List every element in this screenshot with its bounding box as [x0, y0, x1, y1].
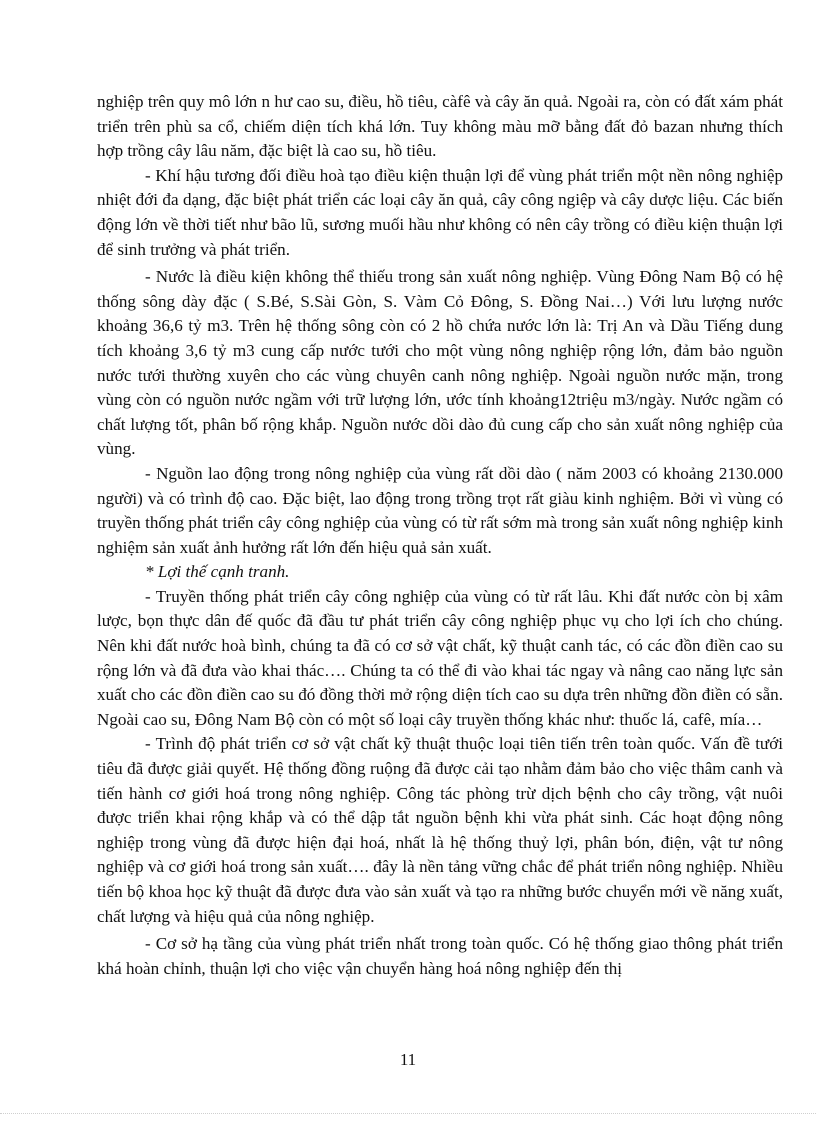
paragraph-tradition: - Truyền thống phát triển cây công nghiệp của vùng có từ rất lâu. Khi đất nước còn bị xâm lược, bọn thực dân đế quốc đã đầu tư phát triển cây công nghiệp phục vụ cho lợi ích cho chúng. Nên khi đất nước hoà bình, chúng ta đã có cơ sở vật chất, kỹ thuật canh tác, có các đồn điền cao su rộng lớn và đã đưa vào khai thác…. Chúng ta có thể đi vào khai tác ngay và nâng cao năng lực sản xuất cho các đồn điền cao su đó đồng thời mở rộng diện tích cao su dựa trên những đồn điền có sẵn. Ngoài cao su, Đông Nam Bộ còn có một số loại cây truyền thống khác như: thuốc lá, cafê, mía… — [97, 586, 783, 729]
paragraph-infrastructure: - Cơ sở hạ tầng của vùng phát triển nhất trong toàn quốc. Có hệ thống giao thông phát triển khá hoàn chỉnh, thuận lợi cho việc vận chuyển hàng hoá nông nghiệp đến thị — [97, 934, 783, 978]
page-bottom-divider — [0, 1113, 816, 1114]
section-heading-competitive-advantage: * Lợi thế cạnh tranh. — [145, 562, 290, 582]
paragraph-climate: - Khí hậu tương đối điều hoà tạo điều kiện thuận lợi để vùng phát triển một nền nông nghiệp nhiệt đới đa dạng, đặc biệt phát triển các loại cây ăn quả, cây công ngiệp và cây dược liệu. Các biến động lớn về thời tiết như bão lũ, sương muối hầu như không có nên cây trồng có điều kiện thuận lợi để sinh trưởng và phát triển. — [97, 165, 783, 259]
paragraph-water: - Nước là điều kiện không thể thiếu trong sản xuất nông nghiệp. Vùng Đông Nam Bộ có hệ thống sông dày đặc ( S.Bé, S.Sài Gòn, S. Vàm Cỏ Đông, S. Đồng Nai…) Với lưu lượng nước khoảng 36,6 tỷ m3. Trên hệ thống sông còn có 2 hồ chứa nước lớn là: Trị An và Dầu Tiếng dung tích khoảng 3,6 tỷ m3 cung cấp nước tưới cho một vùng nông nghiệp rộng lớn, đảm bảo nguồn nước tưới thường xuyên cho các vùng chuyên canh nông nghiệp. Ngoài nguồn nước mặn, trong vùng còn có nguồn nước ngầm với trữ lượng lớn, ước tính khoảng12triệu m3/ngày. Nước ngầm có chất lượng tốt, phân bố rộng khắp. Nguồn nước dồi dào đủ cung cấp cho sản xuất nông nghiệp của vùng. — [97, 267, 783, 459]
paragraph-technical-level: - Trình độ phát triển cơ sở vật chất kỹ thuật thuộc loại tiên tiến trên toàn quốc. Vấn đề tưới tiêu đã được giải quyết. Hệ thống đồng ruộng đã được cải tạo nhằm đảm bảo cho việc thâm canh và tiến hành cơ giới hoá trong nông nghiệp. Công tác phòng trừ dịch bệnh cho cây trồng, vật nuôi được triển khai rộng khắp và có thể dập tắt nguồn bệnh khi vừa phát sinh. Các hoạt động nông nghiệp trong vùng đã được hiện đại hoá, nhất là hệ thống thuỷ lợi, phân bón, điện, vật tư nông nghiệp và cơ giới hoá trong sản xuất…. đây là nền tảng vững chắc để phát triển nông nghiệp. Nhiều tiến bộ khoa học kỹ thuật đã được đưa vào sản xuất và tạo ra những bước chuyển mới về năng xuất, chất lượng và hiệu quả của nông nghiệp. — [97, 734, 783, 926]
page-number: 11 — [399, 1050, 417, 1069]
paragraph-labor: - Nguồn lao động trong nông nghiệp của vùng rất dồi dào ( năm 2003 có khoảng 2130.000 người) và có trình độ cao. Đặc biệt, lao động trong trồng trọt rất giàu kinh nghiệm. Bởi vì vùng có truyền thống phát triển cây công nghiệp của vùng có từ rất sớm mà trong sản xuất nông nghiệp kinh nghiệm sản xuất ảnh hưởng rất lớn đến hiệu quả sản xuất. — [97, 463, 783, 557]
page-body — [97, 90, 783, 981]
paragraph-soil-continued: nghiệp trên quy mô lớn n hư cao su, điều, hồ tiêu, càfê và cây ăn quả. Ngoài ra, còn có đất xám phát triển trên phù sa cổ, chiếm diện tích khá lớn. Tuy không màu mỡ bằng đất đỏ bazan nhưng thích hợp trồng cây lâu năm, đặc biệt là cao su, hồ tiêu. — [97, 92, 783, 161]
